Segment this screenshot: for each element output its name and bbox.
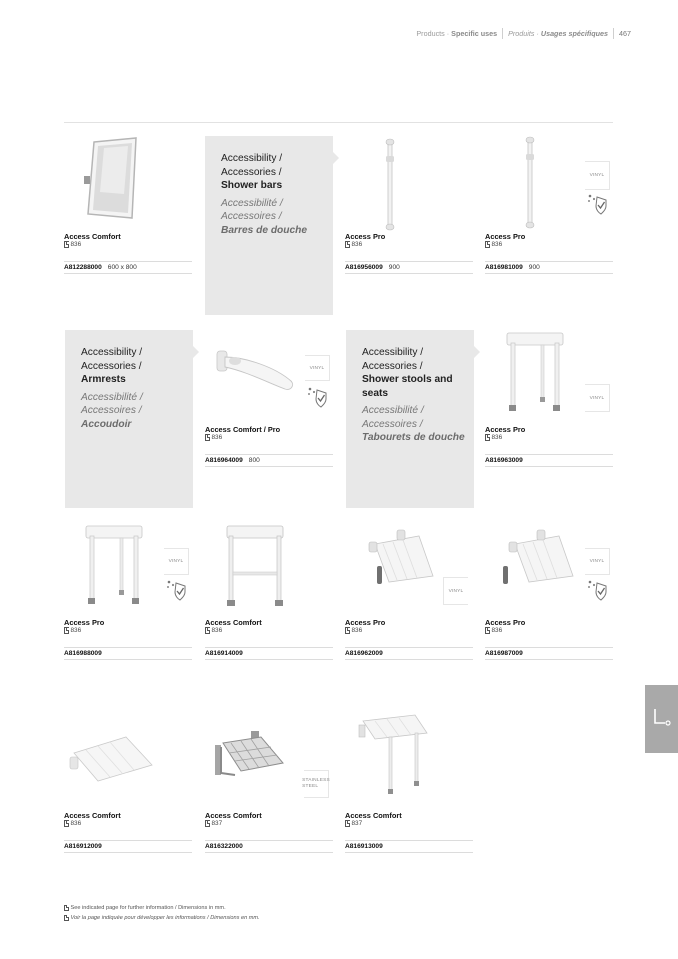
page-reference: 836 [345,241,362,248]
top-divider [64,122,613,123]
page-reference: 836 [205,627,222,634]
vinyl-badge: VINYL [305,355,330,381]
product-code: A816914009 [205,650,243,657]
page-icon [485,241,490,248]
product-code: A816964009 [205,457,243,464]
page-icon [345,820,350,827]
page-icon [205,820,210,827]
product-dimension: 600 x 800 [107,264,137,271]
product-dimension: 900 [528,264,540,271]
stainless-steel-badge: STAINLESS STEEL [304,770,329,798]
product-name: Access Comfort [64,232,121,241]
product-name: Access Comfort [345,811,402,820]
antibacterial-shield-icon [164,578,190,602]
page-reference: 836 [64,820,81,827]
product-card[interactable] [345,520,473,698]
folding-seat-flat-image [64,713,192,813]
page-reference: 837 [205,820,222,827]
product-card[interactable] [64,713,192,891]
category-panel-armrests: Accessibility / Accessories / Armrests Accessibilité / Accessoires / Accoudoir [65,330,193,508]
page-reference: 837 [345,820,362,827]
product-card[interactable] [205,327,333,505]
product-card[interactable] [64,520,192,698]
product-code: A816988009 [64,650,102,657]
footnote-en: See indicated page for further information / Dimensions in mm. [70,905,226,911]
header-specific-fr: Usages spécifiques [540,28,608,38]
folding-seat-image [345,520,473,620]
vinyl-badge: VINYL [585,548,610,575]
seat-with-legs-image [345,713,473,813]
page-reference: 836 [345,627,362,634]
vinyl-badge: VINYL [585,384,610,412]
page-icon [64,820,69,827]
page-icon [64,905,69,912]
vinyl-badge: VINYL [585,161,610,190]
antibacterial-shield-icon [585,192,611,216]
product-name: Access Pro [64,618,105,627]
product-code: A816956009 [345,264,383,271]
header-products-fr: Produits [508,28,535,38]
product-card[interactable] [485,134,613,312]
antibacterial-shield-icon [305,385,331,409]
page-reference: 836 [64,627,81,634]
product-name: Access Pro [345,618,386,627]
product-code: A816963009 [485,457,523,464]
shower-stool-image [485,327,613,427]
product-card[interactable] [485,520,613,698]
steel-seat-image [205,713,333,813]
product-name: Access Comfort [205,618,262,627]
product-code: A816987009 [485,650,523,657]
page-reference: 836 [485,434,502,441]
product-code: A812288000 [64,264,102,271]
page-icon [64,915,69,922]
page-icon [345,241,350,248]
product-card[interactable] [345,134,473,312]
category-title: Shower stools and seats [362,374,453,399]
product-name: Access Pro [485,425,526,434]
product-name: Access Comfort [64,811,121,820]
category-title: Shower bars [221,180,283,191]
product-card[interactable] [64,134,192,312]
running-header: Products · Specific uses Produits · Usages spécifiques 467 [416,28,631,38]
footnote-fr: Voir la page indiquée pour développer les informations / Dimensions en mm. [70,915,260,921]
page-reference: 836 [205,434,222,441]
header-products-en: Products [416,28,445,38]
page-icon [485,627,490,634]
vinyl-badge: VINYL [164,548,189,575]
product-card[interactable] [485,327,613,505]
product-code: A816981009 [485,264,523,271]
product-code: A816913009 [345,843,383,850]
section-tab[interactable] [645,685,678,753]
product-card[interactable] [205,713,333,891]
product-name: Access Comfort / Pro [205,425,281,434]
product-code: A816322000 [205,843,243,850]
tilting-mirror-image [64,134,192,234]
footnotes [64,903,260,923]
antibacterial-shield-icon [585,578,611,602]
category-panel-shower-stools: Accessibility / Accessories / Shower stools and seats Accessibilité / Accessoires / Tabourets de douche [346,330,474,508]
page-icon [64,241,69,248]
product-code: A816912009 [64,843,102,850]
page-icon [345,627,350,634]
product-code: A816962009 [345,650,383,657]
vinyl-badge: VINYL [443,577,468,605]
product-name: Access Pro [485,232,526,241]
product-name: Access Comfort [205,811,262,820]
category-title: Armrests [81,374,126,385]
product-dimension: 800 [248,457,260,464]
product-card[interactable] [205,520,333,698]
product-dimension: 900 [388,264,400,271]
page-icon [64,627,69,634]
shower-stool-braced-image [205,520,333,620]
product-name: Access Pro [345,232,386,241]
product-name: Access Pro [485,618,526,627]
product-card[interactable] [345,713,473,891]
page-reference: 836 [64,241,81,248]
page-number: 467 [619,28,631,38]
shower-bar-image [345,134,473,234]
page-icon [205,627,210,634]
page-icon [205,434,210,441]
page-reference: 836 [485,241,502,248]
category-panel-shower-bars: Accessibility / Accessories / Shower bars Accessibilité / Accessoires / Barres de douche [205,136,333,315]
page-reference: 836 [485,627,502,634]
header-specific-en: Specific uses [451,28,498,38]
accessibility-icon [645,685,678,753]
page-icon [485,434,490,441]
